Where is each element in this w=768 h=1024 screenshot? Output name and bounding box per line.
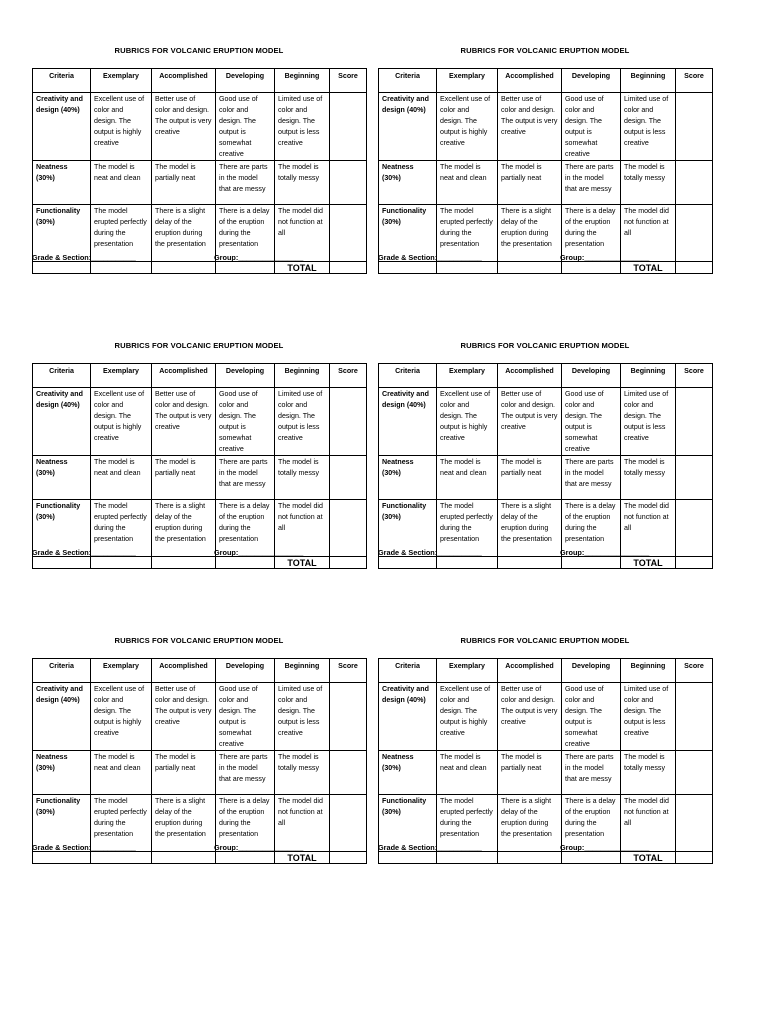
exemplary-cell: Excellent use of color and design. The output is highly creative: [437, 388, 498, 456]
exemplary-cell: The model is neat and clean: [91, 751, 152, 795]
exemplary-cell: Excellent use of color and design. The output is highly creative: [437, 683, 498, 751]
criteria-cell: Neatness (30%): [33, 751, 91, 795]
criteria-cell: Creativity and design (40%): [379, 93, 437, 161]
rubric-card: [32, 341, 366, 581]
criteria-cell: Creativity and design (40%): [33, 93, 91, 161]
rubric-title: RUBRICS FOR VOLCANIC ERUPTION MODEL: [460, 46, 630, 55]
score-cell[interactable]: [676, 93, 713, 161]
accomplished-cell: The model is partially neat: [498, 751, 562, 795]
header-score: Score: [676, 659, 713, 683]
card-footer: [378, 548, 712, 560]
developing-cell: There are parts in the model that are messy: [216, 456, 275, 500]
card-footer: [378, 253, 712, 265]
header-row: [33, 364, 367, 388]
table-row: [33, 683, 367, 751]
rubric-card: [32, 636, 366, 876]
score-cell[interactable]: [330, 456, 367, 500]
score-cell[interactable]: [330, 93, 367, 161]
criteria-cell: Functionality (30%): [33, 500, 91, 557]
accomplished-cell: Better use of color and design. The output is very creative: [498, 93, 562, 161]
developing-cell: Good use of color and design. The output is somewhat creative: [562, 683, 621, 751]
header-score: Score: [330, 364, 367, 388]
developing-cell: There is a delay of the eruption during the presentation: [216, 500, 275, 557]
developing-cell: There are parts in the model that are messy: [562, 751, 621, 795]
criteria-cell: Creativity and design (40%): [33, 683, 91, 751]
developing-cell: There is a delay of the eruption during the presentation: [562, 205, 621, 262]
table-row: [33, 93, 367, 161]
beginning-cell: The model did not function at all: [621, 795, 676, 852]
rubric-card: [32, 46, 366, 286]
accomplished-cell: There is a slight delay of the eruption during the presentation: [498, 795, 562, 852]
header-beginning: Beginning: [275, 364, 330, 388]
accomplished-cell: The model is partially neat: [498, 456, 562, 500]
group-field[interactable]: Group:________________: [560, 548, 650, 557]
header-exemplary: Exemplary: [91, 69, 152, 93]
exemplary-cell: The model erupted perfectly during the presentation: [437, 500, 498, 557]
table-row: [33, 161, 367, 205]
header-developing: Developing: [216, 69, 275, 93]
criteria-cell: Creativity and design (40%): [379, 683, 437, 751]
criteria-cell: Functionality (30%): [379, 205, 437, 262]
criteria-cell: Neatness (30%): [379, 751, 437, 795]
exemplary-cell: The model is neat and clean: [437, 456, 498, 500]
rubric-table: [378, 658, 713, 864]
rubric-card: [378, 341, 712, 581]
beginning-cell: The model did not function at all: [621, 205, 676, 262]
exemplary-cell: Excellent use of color and design. The output is highly creative: [91, 683, 152, 751]
beginning-cell: Limited use of color and design. The output is less creative: [621, 93, 676, 161]
rubric-title: RUBRICS FOR VOLCANIC ERUPTION MODEL: [114, 341, 284, 350]
rubric-title: RUBRICS FOR VOLCANIC ERUPTION MODEL: [460, 636, 630, 645]
header-criteria: Criteria: [379, 69, 437, 93]
criteria-cell: Creativity and design (40%): [379, 388, 437, 456]
header-row: [33, 659, 367, 683]
accomplished-cell: There is a slight delay of the eruption during the presentation: [152, 795, 216, 852]
header-accomplished: Accomplished: [498, 659, 562, 683]
beginning-cell: The model is totally messy: [621, 161, 676, 205]
score-cell[interactable]: [330, 161, 367, 205]
exemplary-cell: The model erupted perfectly during the presentation: [91, 500, 152, 557]
rubric-table: [32, 363, 367, 569]
rubric-card: [378, 46, 712, 286]
header-developing: Developing: [216, 659, 275, 683]
exemplary-cell: The model is neat and clean: [91, 161, 152, 205]
developing-cell: There is a delay of the eruption during the presentation: [216, 205, 275, 262]
table-row: [379, 751, 713, 795]
header-developing: Developing: [562, 69, 621, 93]
developing-cell: Good use of color and design. The output is somewhat creative: [562, 93, 621, 161]
developing-cell: There is a delay of the eruption during the presentation: [216, 795, 275, 852]
header-criteria: Criteria: [33, 69, 91, 93]
accomplished-cell: There is a slight delay of the eruption during the presentation: [498, 500, 562, 557]
beginning-cell: The model did not function at all: [275, 205, 330, 262]
beginning-cell: The model is totally messy: [275, 751, 330, 795]
score-cell[interactable]: [676, 456, 713, 500]
grade-section-field[interactable]: Grade & Section:___________: [378, 253, 482, 262]
developing-cell: Good use of color and design. The output is somewhat creative: [562, 388, 621, 456]
exemplary-cell: Excellent use of color and design. The output is highly creative: [437, 93, 498, 161]
developing-cell: There are parts in the model that are messy: [562, 161, 621, 205]
beginning-cell: Limited use of color and design. The output is less creative: [621, 388, 676, 456]
table-row: [33, 456, 367, 500]
header-beginning: Beginning: [275, 659, 330, 683]
card-footer: [32, 548, 366, 560]
criteria-cell: Functionality (30%): [379, 795, 437, 852]
beginning-cell: Limited use of color and design. The output is less creative: [621, 683, 676, 751]
criteria-cell: Creativity and design (40%): [33, 388, 91, 456]
grade-section-field[interactable]: Grade & Section:___________: [32, 253, 136, 262]
grade-section-field[interactable]: Grade & Section:___________: [32, 548, 136, 557]
rubric-table: [378, 68, 713, 274]
score-cell[interactable]: [330, 388, 367, 456]
accomplished-cell: There is a slight delay of the eruption during the presentation: [498, 205, 562, 262]
beginning-cell: The model is totally messy: [621, 751, 676, 795]
developing-cell: There are parts in the model that are messy: [562, 456, 621, 500]
header-accomplished: Accomplished: [152, 69, 216, 93]
header-accomplished: Accomplished: [498, 364, 562, 388]
exemplary-cell: The model is neat and clean: [437, 751, 498, 795]
header-row: [379, 659, 713, 683]
exemplary-cell: The model erupted perfectly during the presentation: [437, 205, 498, 262]
header-exemplary: Exemplary: [91, 364, 152, 388]
exemplary-cell: The model is neat and clean: [91, 456, 152, 500]
beginning-cell: The model did not function at all: [275, 500, 330, 557]
accomplished-cell: The model is partially neat: [152, 751, 216, 795]
criteria-cell: Neatness (30%): [33, 456, 91, 500]
accomplished-cell: Better use of color and design. The output is very creative: [498, 388, 562, 456]
card-footer: [378, 843, 712, 855]
score-cell[interactable]: [676, 683, 713, 751]
card-footer: [32, 843, 366, 855]
group-field[interactable]: Group:________________: [214, 253, 304, 262]
exemplary-cell: The model is neat and clean: [437, 161, 498, 205]
developing-cell: There are parts in the model that are messy: [216, 751, 275, 795]
accomplished-cell: Better use of color and design. The output is very creative: [152, 388, 216, 456]
beginning-cell: The model is totally messy: [275, 456, 330, 500]
criteria-cell: Neatness (30%): [379, 456, 437, 500]
criteria-cell: Functionality (30%): [379, 500, 437, 557]
developing-cell: Good use of color and design. The output is somewhat creative: [216, 93, 275, 161]
rubric-title: RUBRICS FOR VOLCANIC ERUPTION MODEL: [114, 636, 284, 645]
table-row: [379, 161, 713, 205]
header-accomplished: Accomplished: [152, 364, 216, 388]
header-score: Score: [676, 69, 713, 93]
rubric-title: RUBRICS FOR VOLCANIC ERUPTION MODEL: [460, 341, 630, 350]
table-row: [379, 456, 713, 500]
exemplary-cell: Excellent use of color and design. The output is highly creative: [91, 388, 152, 456]
exemplary-cell: The model erupted perfectly during the presentation: [91, 795, 152, 852]
card-footer: [32, 253, 366, 265]
header-developing: Developing: [216, 364, 275, 388]
developing-cell: Good use of color and design. The output is somewhat creative: [216, 388, 275, 456]
accomplished-cell: Better use of color and design. The output is very creative: [152, 93, 216, 161]
group-field[interactable]: Group:________________: [214, 548, 304, 557]
group-field[interactable]: Group:________________: [214, 843, 304, 852]
beginning-cell: Limited use of color and design. The output is less creative: [275, 93, 330, 161]
header-exemplary: Exemplary: [91, 659, 152, 683]
header-criteria: Criteria: [379, 659, 437, 683]
header-score: Score: [676, 364, 713, 388]
total-label: TOTAL: [275, 852, 330, 864]
grade-section-field[interactable]: Grade & Section:___________: [378, 548, 482, 557]
score-cell[interactable]: [676, 388, 713, 456]
header-developing: Developing: [562, 659, 621, 683]
total-label: TOTAL: [275, 557, 330, 569]
beginning-cell: The model did not function at all: [621, 500, 676, 557]
accomplished-cell: The model is partially neat: [152, 456, 216, 500]
criteria-cell: Neatness (30%): [379, 161, 437, 205]
group-field[interactable]: Group:________________: [560, 843, 650, 852]
table-row: [33, 751, 367, 795]
header-criteria: Criteria: [33, 364, 91, 388]
exemplary-cell: The model erupted perfectly during the presentation: [437, 795, 498, 852]
accomplished-cell: Better use of color and design. The output is very creative: [498, 683, 562, 751]
header-criteria: Criteria: [379, 364, 437, 388]
exemplary-cell: The model erupted perfectly during the presentation: [91, 205, 152, 262]
developing-cell: Good use of color and design. The output is somewhat creative: [216, 683, 275, 751]
table-row: [33, 388, 367, 456]
accomplished-cell: The model is partially neat: [152, 161, 216, 205]
group-field[interactable]: Group:________________: [560, 253, 650, 262]
header-row: [33, 69, 367, 93]
criteria-cell: Functionality (30%): [33, 795, 91, 852]
rubric-table: [378, 363, 713, 569]
accomplished-cell: There is a slight delay of the eruption during the presentation: [152, 205, 216, 262]
table-row: [379, 93, 713, 161]
beginning-cell: Limited use of color and design. The output is less creative: [275, 388, 330, 456]
developing-cell: There are parts in the model that are messy: [216, 161, 275, 205]
grade-section-field[interactable]: Grade & Section:___________: [378, 843, 482, 852]
beginning-cell: The model is totally messy: [275, 161, 330, 205]
beginning-cell: The model did not function at all: [275, 795, 330, 852]
rubric-table: [32, 658, 367, 864]
beginning-cell: Limited use of color and design. The output is less creative: [275, 683, 330, 751]
rubric-table: [32, 68, 367, 274]
total-label: TOTAL: [621, 557, 676, 569]
header-beginning: Beginning: [621, 659, 676, 683]
header-exemplary: Exemplary: [437, 69, 498, 93]
header-exemplary: Exemplary: [437, 659, 498, 683]
table-row: [379, 683, 713, 751]
grade-section-field[interactable]: Grade & Section:___________: [32, 843, 136, 852]
score-cell[interactable]: [676, 751, 713, 795]
header-beginning: Beginning: [621, 69, 676, 93]
header-developing: Developing: [562, 364, 621, 388]
developing-cell: There is a delay of the eruption during the presentation: [562, 795, 621, 852]
rubric-card: [378, 636, 712, 876]
accomplished-cell: There is a slight delay of the eruption during the presentation: [152, 500, 216, 557]
accomplished-cell: Better use of color and design. The output is very creative: [152, 683, 216, 751]
header-criteria: Criteria: [33, 659, 91, 683]
accomplished-cell: The model is partially neat: [498, 161, 562, 205]
header-row: [379, 364, 713, 388]
score-cell[interactable]: [676, 161, 713, 205]
header-beginning: Beginning: [621, 364, 676, 388]
developing-cell: There is a delay of the eruption during the presentation: [562, 500, 621, 557]
criteria-cell: Neatness (30%): [33, 161, 91, 205]
criteria-cell: Functionality (30%): [33, 205, 91, 262]
rubric-title: RUBRICS FOR VOLCANIC ERUPTION MODEL: [114, 46, 284, 55]
score-cell[interactable]: [330, 683, 367, 751]
header-row: [379, 69, 713, 93]
total-label: TOTAL: [621, 852, 676, 864]
total-label: TOTAL: [275, 262, 330, 274]
header-exemplary: Exemplary: [437, 364, 498, 388]
table-row: [379, 388, 713, 456]
header-score: Score: [330, 659, 367, 683]
header-beginning: Beginning: [275, 69, 330, 93]
exemplary-cell: Excellent use of color and design. The output is highly creative: [91, 93, 152, 161]
beginning-cell: The model is totally messy: [621, 456, 676, 500]
total-label: TOTAL: [621, 262, 676, 274]
header-accomplished: Accomplished: [152, 659, 216, 683]
header-score: Score: [330, 69, 367, 93]
score-cell[interactable]: [330, 751, 367, 795]
header-accomplished: Accomplished: [498, 69, 562, 93]
